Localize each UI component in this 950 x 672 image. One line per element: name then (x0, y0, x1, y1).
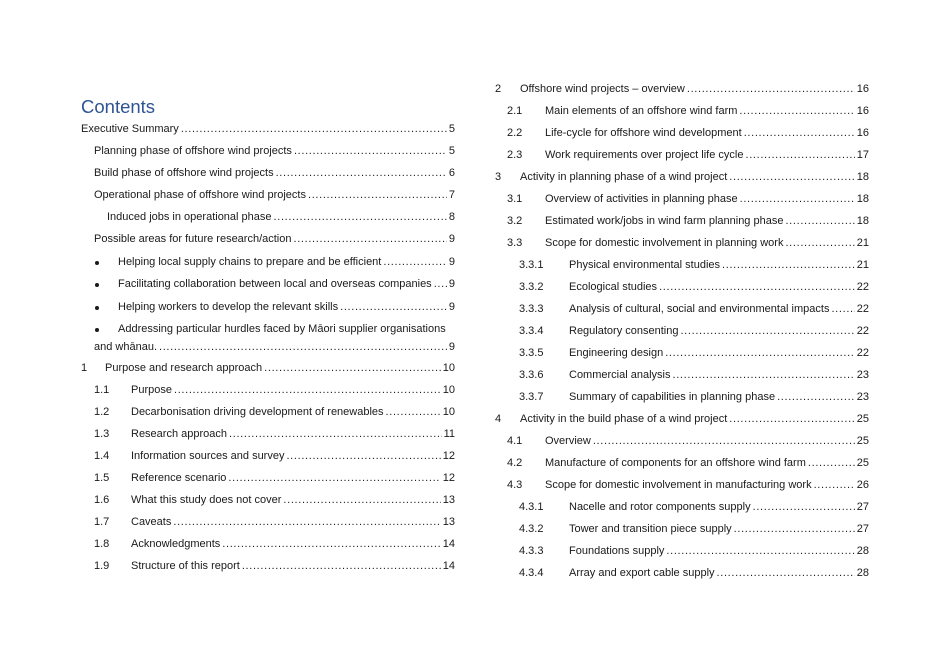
toc-entry-number: 4.1 (507, 435, 523, 447)
dot-leader (173, 515, 440, 529)
toc-entry-number: 1.2 (94, 406, 110, 418)
toc-entry-title: Scope for domestic involvement in planning work (545, 237, 784, 249)
toc-entry-number: 4.3.2 (519, 523, 544, 535)
toc-entry-page: 23 (856, 391, 869, 403)
toc-entry-title: Nacelle and rotor components supply (569, 501, 751, 513)
toc-entry-title: Summary of capabilities in planning phase (569, 391, 776, 403)
toc-entry-number: 1.6 (94, 494, 110, 506)
toc-entry-page: 12 (442, 472, 455, 484)
toc-entry-title: Caveats (131, 516, 172, 528)
toc-entry-title: Regulatory consenting (569, 325, 679, 337)
dot-leader (680, 324, 854, 338)
toc-entry-page: 22 (856, 347, 869, 359)
toc-entry-page: 14 (442, 538, 455, 550)
dot-leader (159, 340, 447, 354)
toc-entry[interactable] (94, 537, 455, 551)
toc-entry-page: 10 (442, 362, 455, 374)
dot-leader (740, 192, 855, 206)
dot-leader (274, 210, 447, 224)
toc-entry[interactable] (94, 166, 455, 180)
bullet-icon (95, 328, 99, 332)
toc-entry-title: Commercial analysis (569, 369, 671, 381)
dot-leader (734, 522, 855, 536)
toc-entry-number: 3.3.1 (519, 259, 544, 271)
toc-entry[interactable] (94, 449, 455, 463)
toc-entry-page: 23 (856, 369, 869, 381)
toc-entry-page: 26 (856, 479, 869, 491)
toc-entry-number: 2.1 (507, 105, 523, 117)
toc-entry-number: 3 (495, 171, 502, 183)
toc-entry-title: Activity in planning phase of a wind project (520, 171, 728, 183)
toc-entry[interactable] (118, 322, 455, 336)
toc-entry-title: Operational phase of offshore wind projects (94, 189, 306, 201)
toc-entry-title: Manufacture of components for an offshore wind farm (545, 457, 806, 469)
toc-entry-number: 2.2 (507, 127, 523, 139)
toc-entry[interactable] (507, 192, 869, 206)
dot-leader (264, 361, 441, 375)
toc-entry-number: 1.4 (94, 450, 110, 462)
toc-entry-title: Overview of activities in planning phase (545, 193, 738, 205)
toc-entry-page: 7 (448, 189, 455, 201)
dot-leader (386, 405, 441, 419)
bullet-icon (95, 261, 99, 265)
bullet-icon (95, 306, 99, 310)
dot-leader (286, 449, 440, 463)
dot-leader (276, 166, 447, 180)
toc-entry-title: Activity in the build phase of a wind project (520, 413, 728, 425)
dot-leader (717, 566, 855, 580)
toc-entry-page: 25 (856, 435, 869, 447)
toc-entry-title: Array and export cable supply (569, 567, 715, 579)
toc-entry[interactable] (519, 258, 869, 272)
toc-entry-number: 4.2 (507, 457, 523, 469)
toc-entry-title: Physical environmental studies (569, 259, 721, 271)
toc-entry-page: 12 (442, 450, 455, 462)
toc-entry-page: 27 (856, 523, 869, 535)
toc-entry-title: Executive Summary (81, 123, 179, 135)
dot-leader (659, 280, 855, 294)
toc-entry[interactable] (94, 493, 455, 507)
toc-entry-number: 1.9 (94, 560, 110, 572)
toc-entry-title: Purpose and research approach (105, 362, 263, 374)
dot-leader (222, 537, 440, 551)
toc-entry-page: 18 (856, 215, 869, 227)
toc-entry-title: Addressing particular hurdles faced by Māori supplier organisations (118, 323, 446, 335)
dot-leader (242, 559, 441, 573)
toc-entry-number: 4.3.4 (519, 567, 544, 579)
toc-entry[interactable] (94, 144, 455, 158)
toc-entry-title: Helping workers to develop the relevant skills (118, 301, 339, 313)
toc-entry-title: Planning phase of offshore wind projects (94, 145, 292, 157)
dot-leader (744, 126, 855, 140)
toc-entry-number: 1.3 (94, 428, 110, 440)
toc-entry[interactable] (81, 361, 455, 375)
dot-leader (785, 236, 854, 250)
toc-entry[interactable] (519, 566, 869, 580)
toc-entry[interactable] (507, 456, 869, 470)
toc-entry[interactable] (519, 302, 869, 316)
toc-entry-title: Information sources and survey (131, 450, 285, 462)
toc-entry-page: 16 (856, 105, 869, 117)
toc-entry-number: 4 (495, 413, 502, 425)
toc-entry-number: 1 (81, 362, 88, 374)
dot-leader (228, 471, 440, 485)
toc-entry[interactable] (519, 522, 869, 536)
toc-entry-title: What this study does not cover (131, 494, 282, 506)
toc-entry-title: Structure of this report (131, 560, 240, 572)
toc-entry[interactable] (507, 236, 869, 250)
toc-entry[interactable] (94, 232, 455, 246)
toc-entry-number: 3.3.3 (519, 303, 544, 315)
dot-leader (753, 500, 855, 514)
toc-entry-page: 27 (856, 501, 869, 513)
dot-leader (785, 214, 854, 228)
toc-entry-title: Build phase of offshore wind projects (94, 167, 274, 179)
toc-entry[interactable] (519, 390, 869, 404)
toc-entry-page: 5 (448, 145, 455, 157)
dot-leader (729, 412, 854, 426)
toc-entry-page: 22 (856, 325, 869, 337)
toc-entry[interactable] (94, 340, 455, 354)
toc-entry[interactable] (495, 82, 869, 96)
dot-leader (687, 82, 855, 96)
toc-entry-title: Purpose (131, 384, 172, 396)
toc-entry-page: 6 (448, 167, 455, 179)
toc-entry-page: 14 (442, 560, 455, 572)
toc-entry-number: 4.3 (507, 479, 523, 491)
toc-entry-page: 22 (856, 281, 869, 293)
dot-leader (672, 368, 854, 382)
toc-entry[interactable] (118, 300, 455, 314)
toc-entry[interactable] (94, 383, 455, 397)
toc-entry-number: 1.1 (94, 384, 110, 396)
toc-entry-page: 28 (856, 545, 869, 557)
toc-entry-page: 9 (448, 341, 455, 353)
toc-entry-page: 25 (856, 457, 869, 469)
toc-entry-title: Research approach (131, 428, 228, 440)
toc-entry-title: Offshore wind projects – overview (520, 83, 685, 95)
toc-entry[interactable] (507, 148, 869, 162)
toc-entry[interactable] (507, 478, 869, 492)
toc-entry-number: 1.7 (94, 516, 110, 528)
dot-leader (174, 383, 441, 397)
toc-entry-number: 4.3.1 (519, 501, 544, 513)
toc-entry[interactable] (81, 122, 455, 136)
toc-entry[interactable] (507, 104, 869, 118)
toc-entry-title: Helping local supply chains to prepare and be efficient (118, 256, 382, 268)
dot-leader (831, 302, 854, 316)
dot-leader (294, 144, 447, 158)
toc-entry[interactable] (94, 471, 455, 485)
dot-leader (340, 300, 447, 314)
toc-entry-page: 9 (448, 256, 455, 268)
toc-entry-number: 1.8 (94, 538, 110, 550)
toc-entry[interactable] (94, 405, 455, 419)
dot-leader (308, 188, 447, 202)
toc-entry-number: 3.3.4 (519, 325, 544, 337)
toc-entry-page: 18 (856, 193, 869, 205)
toc-entry[interactable] (118, 277, 455, 291)
toc-entry-number: 2 (495, 83, 502, 95)
toc-entry[interactable] (519, 544, 869, 558)
toc-entry[interactable] (519, 280, 869, 294)
toc-entry-page: 16 (856, 83, 869, 95)
dot-leader (229, 427, 442, 441)
dot-leader (283, 493, 440, 507)
toc-entry-title: Main elements of an offshore wind farm (545, 105, 738, 117)
dot-leader (722, 258, 855, 272)
page-title: Contents (81, 96, 156, 117)
toc-entry-title: Tower and transition piece supply (569, 523, 732, 535)
dot-leader (808, 456, 855, 470)
toc-entry-page: 10 (442, 384, 455, 396)
toc-entry-page: 10 (442, 406, 455, 418)
toc-entry-number: 3.3.7 (519, 391, 544, 403)
toc-entry-title: Decarbonisation driving development of renewables (131, 406, 384, 418)
toc-entry-title: Facilitating collaboration between local and overseas companies (118, 278, 432, 290)
dot-leader (593, 434, 855, 448)
toc-entry-number: 3.3.2 (519, 281, 544, 293)
toc-entry-title: Reference scenario (131, 472, 227, 484)
toc-entry[interactable] (507, 126, 869, 140)
toc-entry-title: Overview (545, 435, 591, 447)
toc-entry-title: Ecological studies (569, 281, 658, 293)
toc-entry[interactable] (507, 214, 869, 228)
toc-entry-title: and whānau. (94, 341, 157, 353)
toc-entry-number: 2.3 (507, 149, 523, 161)
toc-entry-title: Acknowledgments (131, 538, 221, 550)
dot-leader (383, 255, 447, 269)
toc-entry-page: 13 (442, 494, 455, 506)
dot-leader (729, 170, 854, 184)
toc-entry[interactable] (94, 427, 455, 441)
toc-entry-title: Engineering design (569, 347, 664, 359)
dot-leader (294, 232, 447, 246)
toc-entry-page: 28 (856, 567, 869, 579)
toc-entry-page: 21 (856, 237, 869, 249)
toc-entry-page: 5 (448, 123, 455, 135)
toc-entry-title: Work requirements over project life cycle (545, 149, 744, 161)
toc-entry-number: 1.5 (94, 472, 110, 484)
dot-leader (814, 478, 855, 492)
toc-entry-number: 3.1 (507, 193, 523, 205)
toc-entry-page: 25 (856, 413, 869, 425)
toc-entry[interactable] (519, 324, 869, 338)
toc-entry-title: Life-cycle for offshore wind development (545, 127, 742, 139)
toc-entry[interactable] (495, 170, 869, 184)
toc-entry-page: 9 (448, 278, 455, 290)
dot-leader (745, 148, 854, 162)
toc-entry[interactable] (519, 500, 869, 514)
bullet-icon (95, 283, 99, 287)
toc-entry-page: 18 (856, 171, 869, 183)
toc-entry-number: 3.3 (507, 237, 523, 249)
toc-entry-page: 16 (856, 127, 869, 139)
toc-entry[interactable] (519, 368, 869, 382)
dot-leader (181, 122, 447, 136)
dot-leader (666, 544, 854, 558)
toc-entry-number: 3.2 (507, 215, 523, 227)
toc-entry-number: 3.3.6 (519, 369, 544, 381)
toc-entry[interactable] (495, 412, 869, 426)
toc-entry[interactable] (94, 188, 455, 202)
dot-leader (777, 390, 855, 404)
toc-entry-page: 9 (448, 301, 455, 313)
toc-entry-title: Foundations supply (569, 545, 665, 557)
toc-entry-page: 8 (448, 211, 455, 223)
dot-leader (665, 346, 855, 360)
dot-leader (739, 104, 854, 118)
toc-entry[interactable] (107, 210, 455, 224)
toc-entry-number: 4.3.3 (519, 545, 544, 557)
toc-entry-page: 13 (442, 516, 455, 528)
toc-entry-title: Scope for domestic involvement in manufacturing work (545, 479, 812, 491)
toc-entry[interactable] (94, 515, 455, 529)
dot-leader (434, 277, 447, 291)
toc-entry-page: 11 (443, 428, 455, 440)
toc-entry-page: 22 (856, 303, 869, 315)
toc-entry-page: 9 (448, 233, 455, 245)
toc-entry-title: Estimated work/jobs in wind farm planning phase (545, 215, 784, 227)
toc-entry[interactable] (94, 559, 455, 573)
toc-entry-title: Possible areas for future research/action (94, 233, 292, 245)
toc-entry-title: Induced jobs in operational phase (107, 211, 272, 223)
toc-entry[interactable] (118, 255, 455, 269)
toc-entry-page: 21 (856, 259, 869, 271)
toc-entry[interactable] (507, 434, 869, 448)
toc-entry-number: 3.3.5 (519, 347, 544, 359)
toc-entry-page: 17 (856, 149, 869, 161)
toc-entry-title: Analysis of cultural, social and environmental impacts (569, 303, 830, 315)
toc-entry[interactable] (519, 346, 869, 360)
